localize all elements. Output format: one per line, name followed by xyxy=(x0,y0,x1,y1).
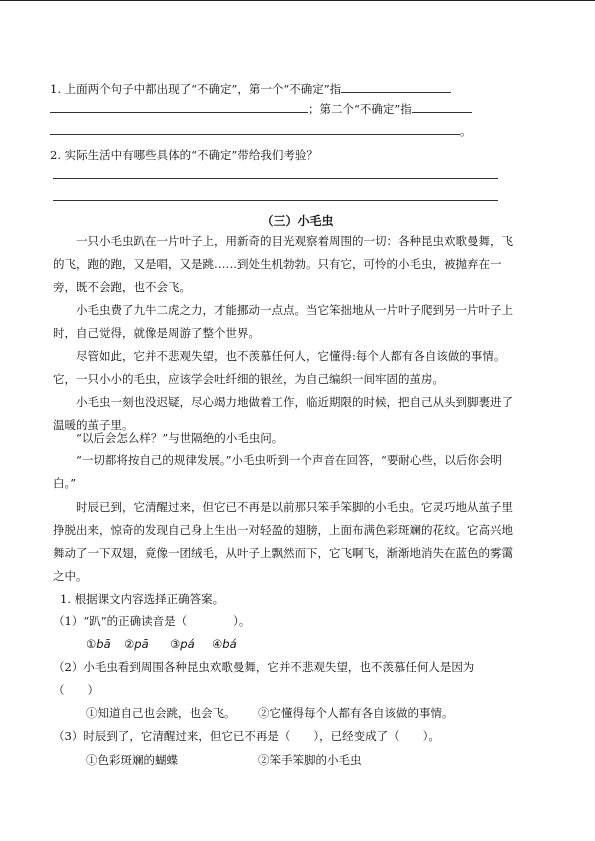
paragraph-5 xyxy=(53,427,553,450)
question-2 xyxy=(50,147,550,163)
paragraph-line: 之中。 xyxy=(53,569,88,583)
paragraph-line: 它，一只小小的毛虫，应该学会吐纤细的银丝，为自己编织一间牢固的茧房。 xyxy=(53,372,444,386)
option-1[interactable]: ①色彩斑斓的蝴蝶 xyxy=(86,753,178,767)
question-1-text: 1. 上面两个句子中都出现了“不确定”，第一个“不确定”指 xyxy=(50,82,342,96)
paragraph-1 xyxy=(53,230,553,299)
option-3[interactable]: ③pá xyxy=(170,637,195,651)
paragraph-line: 时，自己觉得，就像是周游了整个世界。 xyxy=(53,326,260,340)
paragraph-line: 小毛虫一刻也没迟疑，尽心竭力地做着工作，临近期限的时候，把自己从头到脚裹进了 xyxy=(76,395,513,409)
paragraph-line: 温暖的茧子里。 xyxy=(53,418,134,432)
paragraph-line: 的飞，跑的跑，又是唱，又是跳……到处生机勃勃。只有它，可怜的小毛虫，被抛弃在一 xyxy=(53,257,502,271)
option-2[interactable]: ②pā xyxy=(124,637,149,651)
paragraph-7 xyxy=(53,496,553,588)
answer-blank[interactable] xyxy=(412,100,472,113)
paragraph-6 xyxy=(53,449,553,495)
paragraph-line: “一切都将按自己的规律发展。”小毛虫听到一个声音在回答，“要耐心些，以后你会明 xyxy=(76,453,502,467)
paragraph-line: 一只小毛虫趴在一片叶子上，用新奇的目光观察着周围的一切：各种昆虫欢歌曼舞，飞 xyxy=(76,234,513,248)
paragraph-line: 白。” xyxy=(53,476,77,490)
paragraph-3 xyxy=(53,345,553,391)
question-2-stem-line-2: （ ） xyxy=(53,683,99,697)
paragraph-line: 时辰已到，它清醒过来，但它已不再是以前那只笨手笨脚的小毛虫。它灵巧地从茧子里 xyxy=(76,500,513,514)
option-4[interactable]: ④bá xyxy=(212,637,237,651)
question-1-stem: （1）“趴”的正确读音是（ ）。 xyxy=(53,614,251,628)
question-1-period: 。 xyxy=(460,124,472,138)
page-top-border xyxy=(0,0,595,1)
questions-intro: 1. 根据课文内容选择正确答案。 xyxy=(60,592,225,606)
question-1-line-2 xyxy=(50,100,550,117)
option-1[interactable]: ①知道自己也会跳，也会飞。 xyxy=(86,706,236,720)
paragraph-line: 小毛虫费了九牛二虎之力，才能挪动一点点。当它笨拙地从一片叶子爬到另一片叶子上 xyxy=(76,303,513,317)
paragraph-line: 挣脱出来，惊奇的发现自己身上生出一对轻盈的翅膀，上面布满色彩斑斓的花纹。它高兴地 xyxy=(53,523,513,537)
answer-blank[interactable] xyxy=(50,100,308,113)
option-2[interactable]: ②它懂得每个人都有各自该做的事情。 xyxy=(258,706,454,720)
option-2[interactable]: ②笨手笨脚的小毛虫 xyxy=(258,753,362,767)
paragraph-line: 舞动了一下双翅，竟像一团绒毛，从叶子上飘然而下，它飞啊飞，渐渐地消失在蓝色的雾霭 xyxy=(53,546,513,560)
answer-blank[interactable] xyxy=(50,122,460,135)
question-3-stem: （3）时辰到了，它清醒过来，但它已不再是（ ），已经变成了（ ）。 xyxy=(53,729,440,743)
answer-blank[interactable] xyxy=(341,80,451,93)
answer-line[interactable] xyxy=(53,178,498,179)
question-1-line-3 xyxy=(50,122,550,139)
paragraph-2 xyxy=(53,299,553,345)
passage-title: （三）小毛虫 xyxy=(261,214,334,228)
answer-line[interactable] xyxy=(53,200,498,201)
question-2-text: 2. 实际生活中有哪些具体的“不确定”带给我们考验？ xyxy=(50,148,318,162)
paragraph-line: 尽管如此，它并不悲观失望，也不羡慕任何人，它懂得:每个人都有各自该做的事情。 xyxy=(76,349,506,363)
question-1-text-2: ；第二个“不确定”指 xyxy=(308,102,412,116)
paragraph-line: “以后会怎么样？”与世隔绝的小毛虫问。 xyxy=(76,431,284,445)
question-1-line-1 xyxy=(50,80,550,97)
paragraph-line: 旁，既不会跑，也不会飞。 xyxy=(53,280,191,294)
option-1[interactable]: ①bā xyxy=(86,637,111,651)
question-2-stem-line-1: （2）小毛虫看到周围各种昆虫欢歌曼舞，它并不悲观失望，也不羡慕任何人是因为 xyxy=(53,660,475,674)
